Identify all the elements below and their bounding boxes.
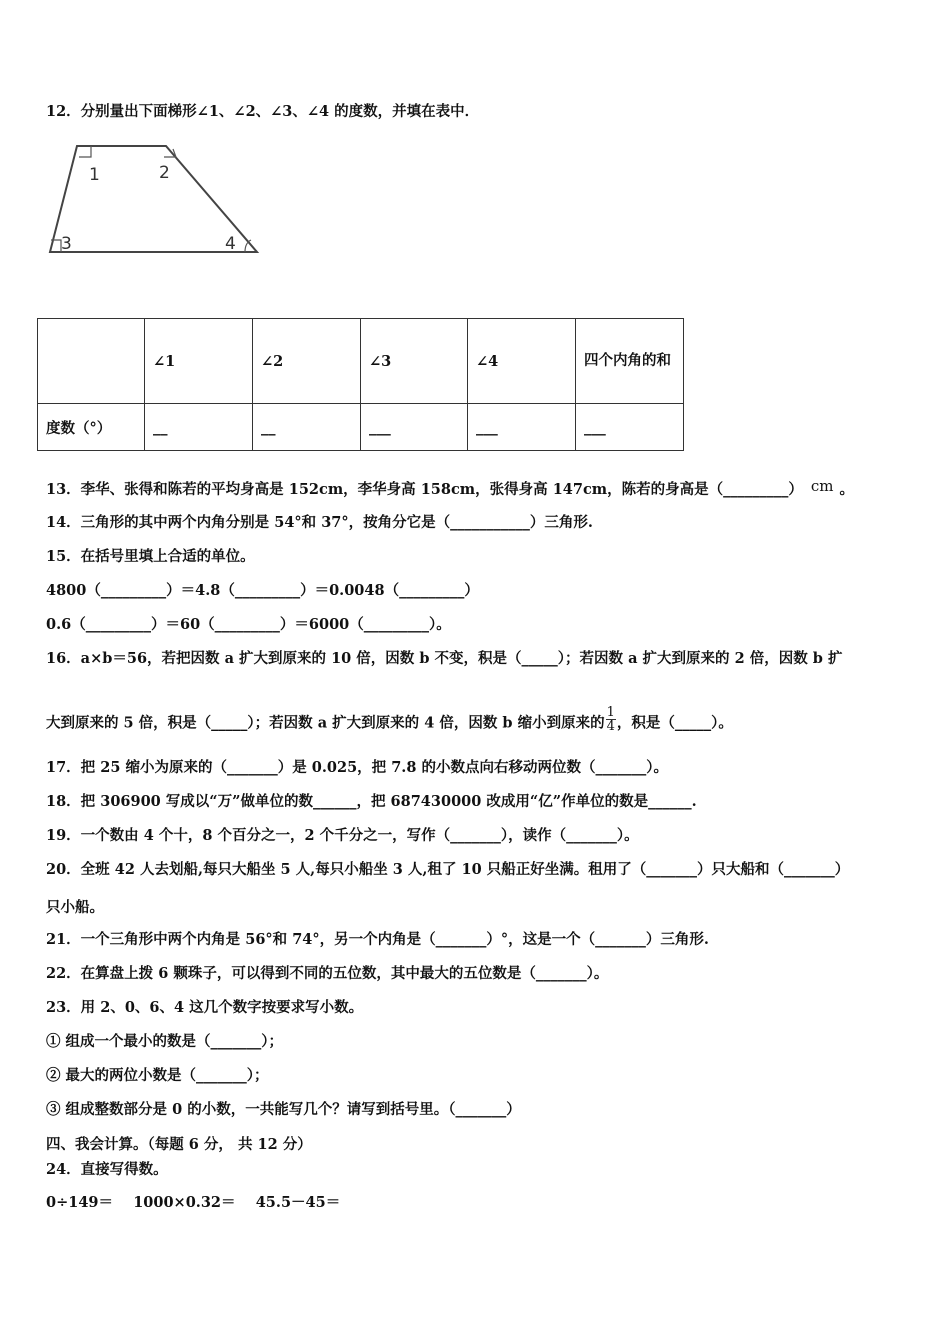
- angle-label-2: 2: [159, 163, 170, 183]
- table-header-sum: 四个内角的和: [576, 319, 684, 404]
- question-24-line: 0÷149＝ 1000×0.32＝ 45.5－45＝: [46, 1194, 341, 1211]
- table-blank-2[interactable]: __: [253, 404, 361, 451]
- table-header-cell: [38, 319, 145, 404]
- question-16-line-1: 16．a×b＝56，若把因数 a 扩大到原来的 10 倍，因数 b 不变，积是（_____）；若因数 a 扩大到原来的 2 倍，因数 b 扩: [46, 650, 843, 667]
- question-19: 19．一个数由 4 个十，8 个百分之一，2 个千分之一，写作（_______），读作（_______）。: [46, 827, 639, 844]
- table-header-angle-3: ∠3: [361, 319, 468, 404]
- table-row: [38, 404, 684, 451]
- question-15-title: 15．在括号里填上合适的单位。: [46, 548, 255, 565]
- question-23-a: ① 组成一个最小的数是（_______）；: [46, 1033, 284, 1050]
- question-14: 14．三角形的其中两个内角分别是 54°和 37°，按角分它是（___________）三角形.: [46, 514, 593, 531]
- table-header-row: [38, 319, 684, 404]
- question-15-line-2: 0.6（_________）＝60（_________）＝6000（_________）。: [46, 616, 451, 633]
- question-18: 18．把 306900 写成以“万”做单位的数______，把 687430000 改成用“亿”作单位的数是______.: [46, 793, 697, 810]
- table-blank-sum[interactable]: ___: [576, 404, 684, 451]
- question-20-line-1: 20．全班 42 人去划船,每只大船坐 5 人,每只小船坐 3 人,租了 10 只船正好坐满。租用了（_______）只大船和（_______）: [46, 861, 850, 878]
- table-blank-3[interactable]: ___: [361, 404, 468, 451]
- table-header-angle-1: ∠1: [145, 319, 253, 404]
- fraction-one-quarter: [606, 706, 616, 733]
- question-23-title: 23．用 2、0、6、4 这几个数字按要求写小数。: [46, 999, 364, 1016]
- question-15-line-1: 4800（_________）＝4.8（_________）＝0.0048（_________）: [46, 582, 479, 599]
- question-13-end: 。: [839, 481, 855, 498]
- table-header-angle-2: ∠2: [253, 319, 361, 404]
- question-22: 22．在算盘上拨 6 颗珠子，可以得到不同的五位数，其中最大的五位数是（_______）。: [46, 965, 609, 982]
- question-13-unit: cm: [810, 477, 834, 495]
- section-4-title: 四、我会计算。（每题 6 分， 共 12 分）: [46, 1136, 312, 1153]
- table-header-angle-4: ∠4: [468, 319, 576, 404]
- question-13: [46, 479, 854, 500]
- question-23-b: ② 最大的两位小数是（_______）；: [46, 1067, 269, 1084]
- question-24-title: 24．直接写得数。: [46, 1161, 168, 1178]
- angle-table: [37, 318, 684, 451]
- question-16-line-2-b: ，积是（_____）。: [616, 714, 733, 732]
- question-16-line-2-a: 大到原来的 5 倍，积是（_____）；若因数 a 扩大到原来的 4 倍，因数 b 缩小到原来的: [46, 714, 605, 732]
- angle-label-3: 3: [61, 234, 72, 254]
- question-12: 12．分别量出下面梯形∠1、∠2、∠3、∠4 的度数，并填在表中．: [46, 103, 480, 120]
- fraction-numerator: 1: [606, 705, 615, 720]
- table-blank-4[interactable]: ___: [468, 404, 576, 451]
- question-17: 17．把 25 缩小为原来的（_______）是 0.025，把 7.8 的小数点向右移动两位数（_______）。: [46, 759, 668, 776]
- angle-label-1: 1: [89, 165, 100, 185]
- fraction-denominator: 4: [606, 719, 615, 734]
- table-row-label: 度数（°）: [38, 404, 145, 451]
- question-21: 21．一个三角形中两个内角是 56°和 74°，另一个内角是（_______）°，这是一个（_______）三角形.: [46, 931, 709, 948]
- question-16-line-2: [46, 705, 733, 737]
- angle-label-4: 4: [225, 234, 236, 254]
- table-blank-1[interactable]: __: [145, 404, 253, 451]
- trapezoid-figure: [42, 138, 272, 260]
- question-20-line-2: 只小船。: [46, 899, 104, 916]
- question-13-text: 13．李华、张得和陈若的平均身高是 152cm，李华身高 158cm，张得身高 147cm，陈若的身高是（_________）: [46, 481, 803, 498]
- question-23-c: ③ 组成整数部分是 0 的小数，一共能写几个？请写到括号里。（_______）: [46, 1101, 521, 1118]
